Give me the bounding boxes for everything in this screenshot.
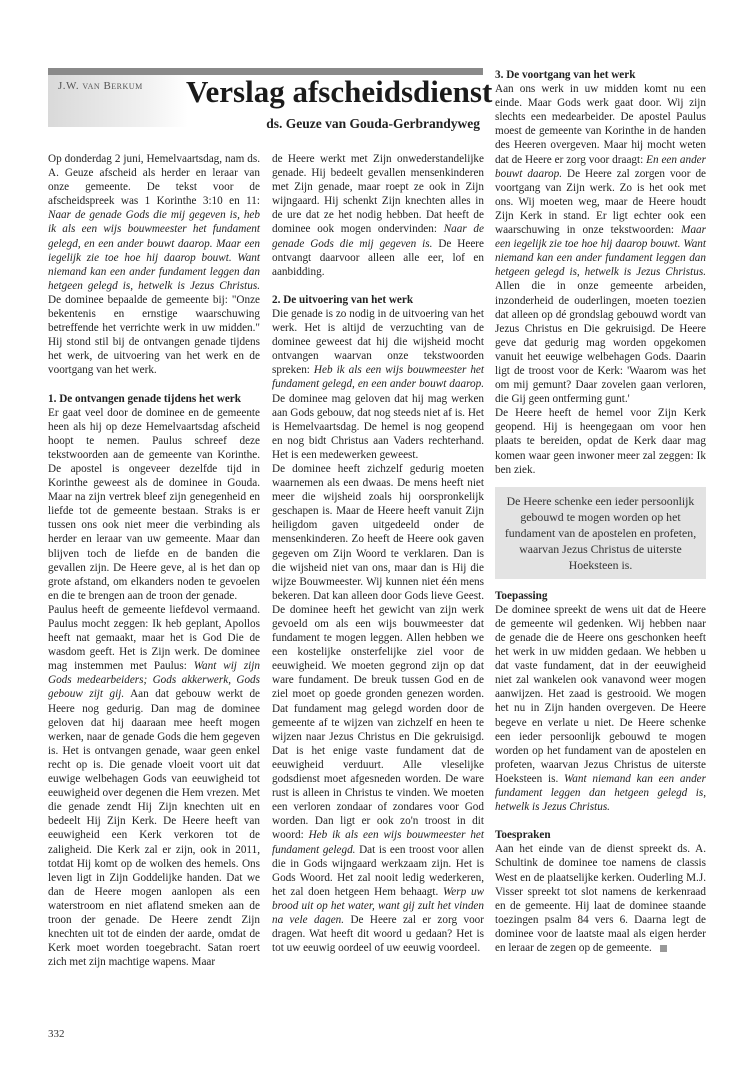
paragraph: De dominee heeft zichzelf gedurig moeten waarnemen als een dwaas. De mens heeft niet meer die wijsheid zoals hij oorspronkelijk geschapen is. Maar de Heere heeft vanuit Zijn heiligdom gaven uitgedeeld onder de mensenkinderen. Zo heeft de Heere ook gaven gegeven om Zijn Woord te verklaren. Dan is die wijsheid niet van ons, maar dan is Hij die wijze Bouwmeester. Wij kunnen niet één mens bekeren. Dat kan alleen door Gods lieve Geest. De dominee heeft het gewicht van zijn werk gevoeld om als een wijs bouwmeester dat fundament te mogen leggen. Allen hebben we een kostelijke onsterfelijke ziel voor de eeuwigheid. We moeten gegrond zijn op dat ware fundament. De breuk tussen God en de ziel moet op goede gronden genezen worden. Dat fundament mag gelegd worden door de gemeente af te wijzen van zichzelf en heen te wijzen naar Jezus Christus en Die gekruisigd. Dat is het enige vaste fundament dat de eeuwigheid verduurt. Alle vleselijke godsdienst moet afgesneden worden. De ware rust is alleen in Christus te vinden. We moeten een verloren zondaar of zondares voor God worden. Dan ligt er ook zo'n troost in dit woord: Heb ik als een wijs bouwmeester het fundament gelegd. Dat is een troost voor allen die in Gods wijngaard werkzaam zijn. Het is Gods Woord. Het zal nooit ledig wederkeren, het zal doen hetgeen Hem behaagt. Werp uw brood uit op het water, want gij zult het vinden na vele dagen. De Heere zal er zorg voor dragen. Wat heeft dit woord u gedaan? Het is tot uw eeuwig oordeel of uw eeuwig voordeel. xyxy=(272,462,484,955)
article-subtitle: ds. Geuze van Gouda-Gerbrandyweg xyxy=(266,116,480,131)
pull-quote: De Heere schenke een ieder persoonlijk gebouwd te mogen worden op het fundament van de apostelen en profeten, waarvan Jezus Christus de uiterste Hoeksteen is. xyxy=(495,487,706,579)
column-1 xyxy=(48,152,260,969)
paragraph: Aan ons werk in uw midden komt nu een einde. Maar Gods werk gaat door. Wij zijn slechts een medearbeider. De apostel Paulus moest de gemeente van Korinthe in de handen des Heeren overgeven. Maar hij mocht weten dat de Heere er zorg voor draagt: En een ander bouwt daarop. De Heere zal zorgen voor de voortgang van Zijn werk. Zo is het ook met ons. Wij moeten weg, maar de Heere houdt Zijn Kerk in stand. Er ligt echter ook een waarschuwing in onze tekstwoorden: Maar een iegelijk zie toe hoe hij daarop bouwt. Want niemand kan een ander fundament leggen dan hetgeen gelegd is, hetwelk is Jezus Christus. Allen die in onze gemeente arbeiden, inzonderheid de ouderlingen, moeten toezien dat alleen op dé grondslag gebouwd wordt van Jezus Christus en Die gekruisigd. De Heere geve dat gedurig mag worden opgekomen vanuit het eeuwige welbehagen Gods. Daarin ligt de troost voor de Kerk: 'Waarom was het om mij gemunt? Daar zovelen gaan verloren, die Gij geen ontferming gunt.' xyxy=(495,83,707,406)
section-heading-2: 2. De uitvoering van het werk xyxy=(272,293,414,306)
paragraph: Er gaat veel door de dominee en de gemeente heen als hij op deze Hemelvaartsdag afscheid hoopt te nemen. Paulus schreef deze tekstwoorden aan de gemeente van Korinthe. De apostel is ongeveer dezelfde tijd in Korinthe geweest als de dominee in Gouda. Maar na zijn vertrek bleef zijn genegenheid en liefde tot de gemeente bestaan. Straks is er tussen ons ook niet meer die verbinding als herder en leraar van uw gemeente. Maar dan blijven toch de liefde en de banden die gevallen zijn. De Heere geve, al is het dan op grote afstand, om elkanders noden te gevoelen en die te brengen aan de troon der genade. xyxy=(48,406,260,602)
paragraph: De Heere heeft de hemel voor Zijn Kerk geopend. Hij is heengegaan om voor hen plaats te bereiden, opdat de Kerk daar mag komen waar geen inwoner meer zal zeggen: Ik ben ziek. xyxy=(495,407,706,476)
column-3 xyxy=(495,68,706,955)
section-heading-toespraken: Toespraken xyxy=(495,829,551,842)
section-heading-1: 1. De ontvangen genade tijdens het werk xyxy=(48,392,241,405)
paragraph: de Heere werkt met Zijn onwederstandelijke genade. Hij bedeelt gevallen mensenkinderen met Zijn genade, maar roept ze ook in Zijn wijngaard. Hij schenkt Zijn knechten alles in de ure dat ze het nodig hebben. Dat heeft de dominee ook mogen ondervinden: Naar de genade Gods die mij gegeven is. De Heere ontvangt daarvoor alleen alle eer, lof en aanbidding. xyxy=(272,153,484,278)
intro-paragraph: Op donderdag 2 juni, Hemelvaartsdag, nam ds. A. Geuze afscheid als herder en leraar van onze gemeente. De tekst voor de afscheidspreek was 1 Korinthe 3:10 en 11: Naar de genade Gods die mij gegeven is, heb ik als een wijs bouwmeester het fundament gelegd, en een ander bouwt daarop. Maar een iegelijk zie toe hoe hij daarop bouwt. Want niemand kan een ander fundament leggen dan hetgeen gelegd is, hetwelk is Jezus Christus. De dominee bepaalde de gemeente bij: "Onze bekentenis en ernstige waarschuwing betreffende het verrichte werk in uw midden." Hij stond stil bij de ontvangen genade tijdens het werk, de uitvoering van het werk en de voortgang van het werk. xyxy=(48,153,260,377)
paragraph: Die genade is zo nodig in de uitvoering van het werk. Het is altijd de verzuchting van de dominee geweest dat hij die wijsheid mocht ontvangen waarvan onze tekstwoorden spreken: Heb ik als een wijs bouwmeester het fundament gelegd, en een ander bouwt daarop. De dominee mag geloven dat hij mag werken aan Gods gebouw, dat nog steeds niet af is. Het is Hemelvaartsdag. De hemel is nog geopend en nog bidt Christus aan Vaders rechterhand. Het is een medewerken geweest. xyxy=(272,307,485,461)
end-mark-icon xyxy=(660,945,667,952)
author-byline: J.W. van Berkum xyxy=(58,80,143,92)
paragraph: Paulus heeft de gemeente liefdevol vermaand. Paulus mocht zeggen: Ik heb geplant, Apollos heeft nat gemaakt, maar het is God Die de wasdom geeft. Het is Zijn werk. De dominee mag instemmen met Paulus: Want wij zijn Gods medearbeiders; Gods akkerwerk, Gods gebouw zijt gij. Aan dat gebouw werkt de Heere nog gedurig. Dan mag de dominee geloven dat hij daaraan mee heeft mogen werken, naar de genade Gods die hem gegeven is. Het is ontvangen genade, waar geen enkel recht op is. Die genade vloeit voort uit dat euwige welbehagen Gods van eeuwigheid tot eeuwigheid over degenen die Hem vrezen. Met die genade zendt Hij Zijn knechten uit en bedeelt Hij Zijn Kerk. De Heere heeft van eeuwigheid een Kerk verkoren tot de zaligheid. Die Kerk zal er zijn, ook in 2011, totdat Hij komt op de wolken des hemels. Ons leven ligt in Zijn Goddelijke handen. Dat we dan de Heere mogen aanlopen als een waterstroom en niet aflatend smeken aan de troon der genade. De Heere zendt Zijn knechten uit tot de einden der aarde, omdat de Kerk moet worden toegebracht. Satan roert zich met zijn machtige wapens. Maar xyxy=(48,603,261,969)
section-heading-3: 3. De voortgang van het werk xyxy=(495,69,636,81)
page-number: 332 xyxy=(48,1028,65,1040)
section-heading-toepassing: Toepassing xyxy=(495,589,548,602)
paragraph: De dominee spreekt de wens uit dat de Heere de gemeente wil gedenken. Wij hebben naar de genade die de Heere ons geschonken heeft het werk in uw midden gedaan. We hebben u dat vaste fundament, dat in der eeuwigheid niet zal wankelen ook vanavond weer mogen aanwijzen. Het zaad is gestrooid. We mogen het nu in Zijn handen overgeven. De Heere begeve en verlate u niet. De Heere schenke een ieder persoonlijk gebouwd te mogen worden op het fundament van de apostelen en profeten, waarvan Jezus Christus de uiterste Hoeksteen is. Want niemand kan een ander fundament leggen dan hetgeen gelegd is, hetwelk is Jezus Christus. xyxy=(495,603,706,814)
column-2 xyxy=(272,152,484,955)
article-title: Verslag afscheidsdienst xyxy=(186,74,493,109)
paragraph: Aan het einde van de dienst spreekt ds. A. Schultink de dominee toe namens de classis West en de plaatselijke kerken. Ouderling M.J. Visser spreekt tot slot namens de kerkenraad en de gemeente. Hij laat de dominee staande toezingen psalm 84 vers 6. Daarna legt de dominee voor de laatste maal als eigen herder en leraar de zegen op de gemeente. xyxy=(495,843,706,954)
